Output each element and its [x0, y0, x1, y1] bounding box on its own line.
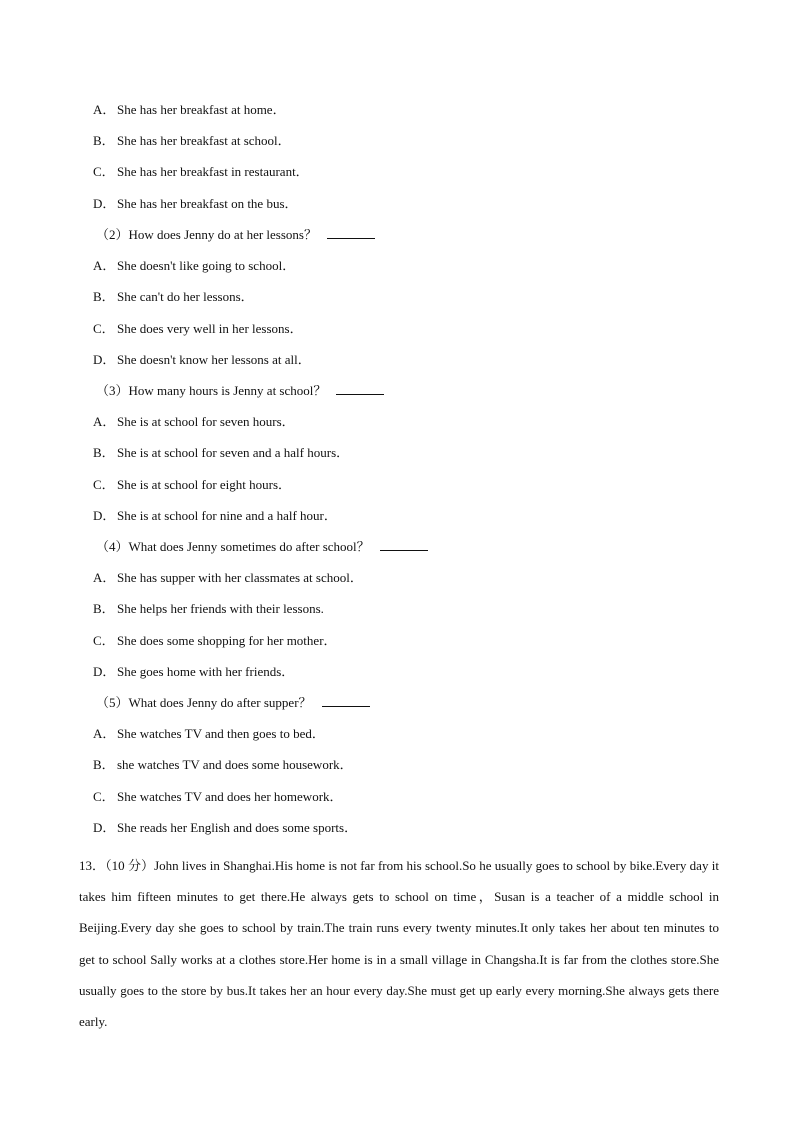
option-letter: C． [93, 164, 115, 179]
option-text: She has her breakfast at school． [117, 133, 291, 148]
option-text: She doesn't like going to school． [117, 258, 296, 273]
option-letter: A． [93, 102, 116, 117]
option-letter: D． [93, 352, 116, 367]
q2-option-b[interactable] [93, 288, 254, 306]
q3-option-a[interactable] [93, 413, 295, 431]
q13-passage [79, 850, 719, 1037]
q1-option-d[interactable] [93, 195, 298, 213]
option-text: She watches TV and does her homework． [117, 789, 343, 804]
q3-option-b[interactable] [93, 444, 349, 462]
q2-option-d[interactable] [93, 351, 311, 369]
q4-option-a[interactable] [93, 569, 363, 587]
question-text: （2）How does Jenny do at her lessons？ [96, 227, 317, 242]
option-letter: C． [93, 633, 115, 648]
option-text: She does some shopping for her mother． [117, 633, 337, 648]
option-text: She has supper with her classmates at school． [117, 570, 363, 585]
answer-blank[interactable] [336, 382, 384, 395]
q5-option-d[interactable] [93, 819, 357, 837]
q2-option-a[interactable] [93, 257, 295, 275]
question-text: （3）How many hours is Jenny at school？ [96, 383, 327, 398]
q5-option-c[interactable] [93, 788, 343, 806]
option-text: She is at school for seven and a half hours． [117, 445, 350, 460]
answer-blank[interactable] [380, 538, 428, 551]
option-letter: B． [93, 601, 115, 616]
option-letter: A． [93, 414, 116, 429]
q5-option-b[interactable] [93, 756, 353, 774]
answer-blank[interactable] [327, 226, 375, 239]
q5-stem [96, 694, 370, 712]
option-text: She is at school for nine and a half hour． [117, 508, 337, 523]
question-text: （5）What does Jenny do after supper？ [96, 695, 312, 710]
option-letter: B． [93, 757, 115, 772]
option-letter: A． [93, 726, 116, 741]
q2-option-c[interactable] [93, 320, 303, 338]
option-text: She reads her English and does some sports． [117, 820, 358, 835]
question-points: （10 分） [105, 858, 155, 873]
q5-option-a[interactable] [93, 725, 325, 743]
passage-paragraph [79, 850, 719, 1037]
option-letter: A． [93, 258, 116, 273]
q4-option-b[interactable] [93, 600, 324, 618]
q1-option-c[interactable] [93, 163, 309, 181]
option-letter: D． [93, 820, 116, 835]
option-letter: B． [93, 133, 115, 148]
option-letter: C． [93, 321, 115, 336]
option-letter: C． [93, 789, 115, 804]
option-text: She has her breakfast on the bus． [117, 196, 298, 211]
option-text: She watches TV and then goes to bed． [117, 726, 325, 741]
q3-option-c[interactable] [93, 476, 291, 494]
option-text: She has her breakfast in restaurant． [117, 164, 309, 179]
q4-stem [96, 538, 428, 556]
option-letter: D． [93, 508, 116, 523]
passage-text: John lives in Shanghai.His home is not far from his school.So he usually goes to school by bike.Every day it takes him fifteen minutes to get there.He always gets to school on time，Susan is a teacher of a middle school in Beijing.Every day she goes to school by train.The train runs every twenty minutes.It only takes her about ten minutes to get to school Sally works at a clothes store.Her home is in a small village in Changsha.It is far from the clothes store.She usually goes to the store by bus.It takes her an hour every day.She must get up early every morning.She always gets there early. [79, 858, 719, 1030]
option-letter: D． [93, 196, 116, 211]
q4-option-d[interactable] [93, 663, 294, 681]
option-text: she watches TV and does some housework． [117, 757, 353, 772]
option-text: She is at school for seven hours． [117, 414, 295, 429]
q3-stem [96, 382, 384, 400]
q4-option-c[interactable] [93, 632, 337, 650]
question-text: （4）What does Jenny sometimes do after school？ [96, 539, 370, 554]
option-letter: D． [93, 664, 116, 679]
answer-blank[interactable] [322, 694, 370, 707]
option-text: She has her breakfast at home． [117, 102, 286, 117]
question-number: 13． [79, 858, 106, 873]
option-text: She doesn't know her lessons at all． [117, 352, 311, 367]
option-letter: A． [93, 570, 116, 585]
q1-option-a[interactable] [93, 101, 286, 119]
q3-option-d[interactable] [93, 507, 337, 525]
option-text: She is at school for eight hours． [117, 477, 292, 492]
option-letter: B． [93, 445, 115, 460]
q1-option-b[interactable] [93, 132, 291, 150]
option-letter: B． [93, 289, 115, 304]
q2-stem [96, 226, 375, 244]
option-letter: C． [93, 477, 115, 492]
option-text: She goes home with her friends． [117, 664, 295, 679]
option-text: She does very well in her lessons． [117, 321, 303, 336]
option-text: She can't do her lessons． [117, 289, 254, 304]
option-text: She helps her friends with their lessons. [117, 601, 324, 616]
